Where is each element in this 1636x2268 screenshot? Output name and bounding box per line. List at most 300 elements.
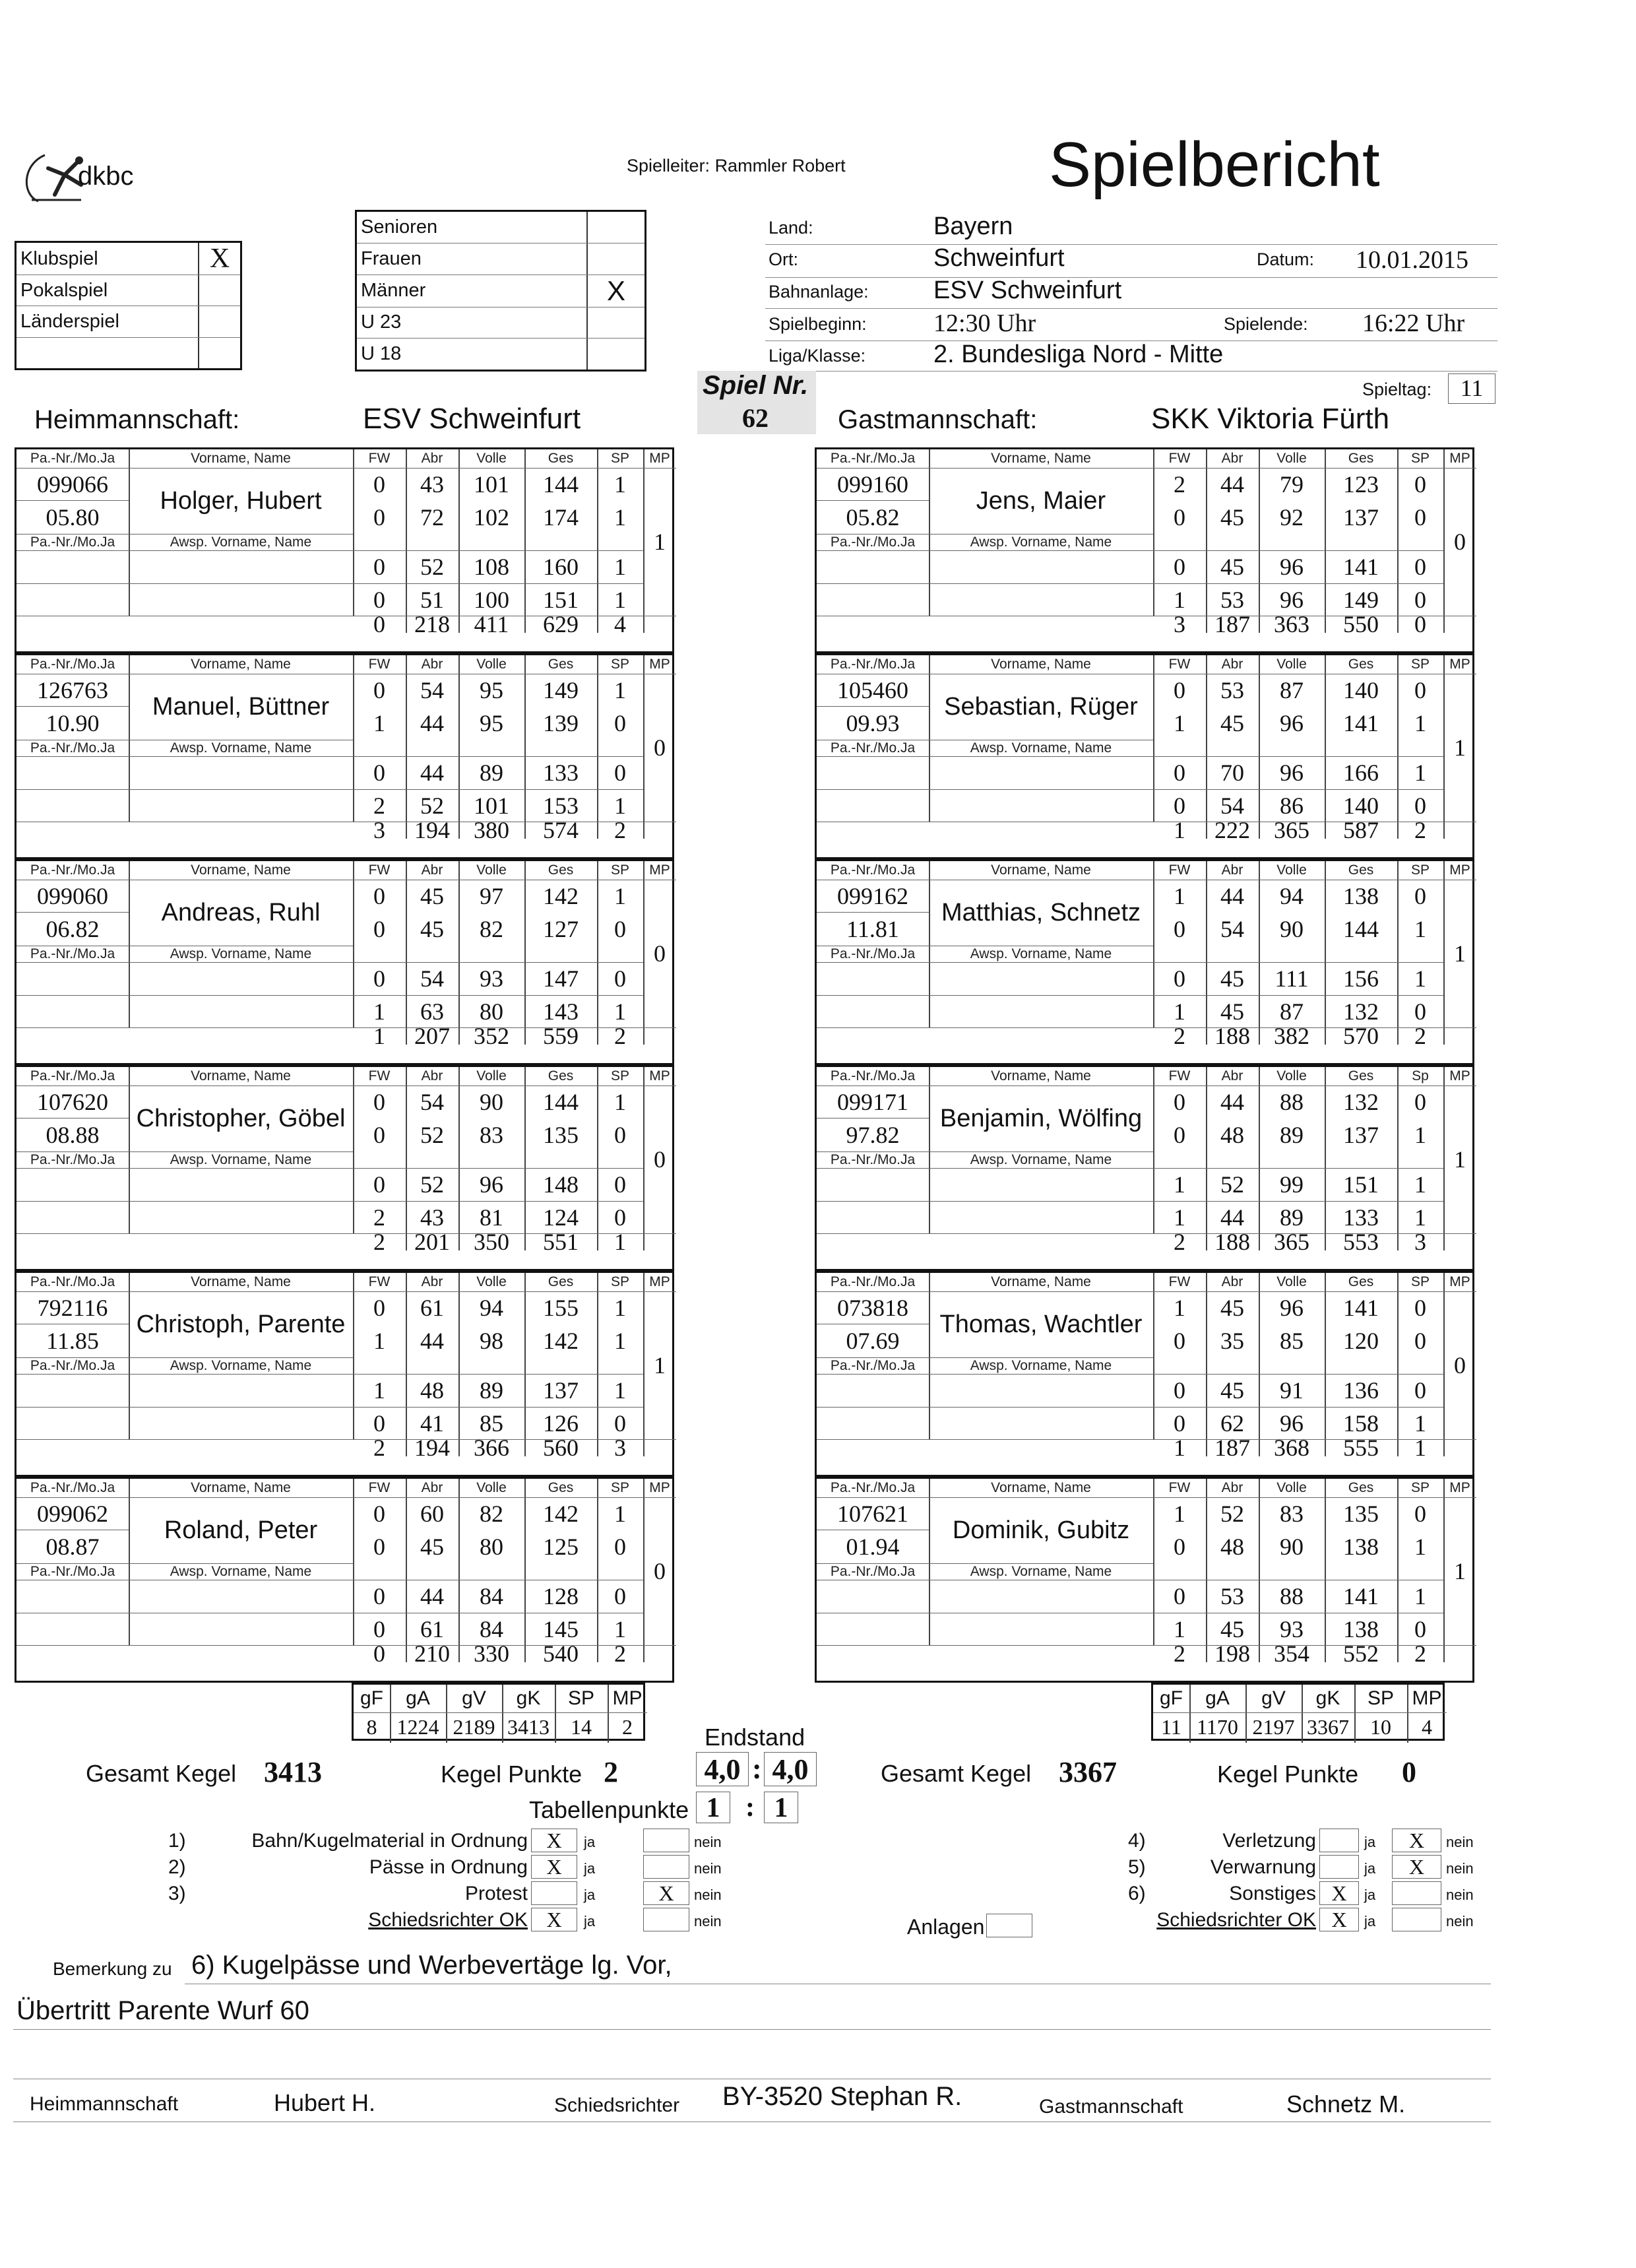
ersatz-header: Awsp. Vorname, Name — [170, 534, 312, 550]
score-cell: 0 — [1414, 1294, 1426, 1321]
category-row: Frauen — [357, 243, 645, 275]
score-cell: 0 — [373, 554, 385, 580]
score-cell: 52 — [420, 1121, 444, 1148]
ja-label: ja — [1364, 1887, 1376, 1903]
check-ja-box[interactable] — [1319, 1829, 1359, 1852]
score-cell: 0 — [1414, 1088, 1426, 1115]
total-cell: 3 — [614, 1439, 626, 1456]
totals-value: 2197 — [1252, 1714, 1295, 1739]
spiel-type-row: Pokalspiel — [16, 275, 240, 306]
pass-number: 073818 — [837, 1294, 908, 1321]
check-nein-box[interactable]: X — [643, 1881, 689, 1905]
total-cell: 0 — [373, 616, 385, 633]
score-cell: 45 — [1220, 1615, 1244, 1642]
score-cell: 0 — [373, 1615, 385, 1642]
endstand-colon: : — [752, 1753, 762, 1785]
mp-header: MP — [1449, 451, 1470, 466]
total-cell: 2 — [1174, 1645, 1185, 1662]
bemerkung-label: Bemerkung zu — [53, 1959, 172, 1979]
score-cell: 82 — [480, 1500, 503, 1527]
total-cell: 3 — [1174, 616, 1185, 633]
score-cell: 52 — [420, 1171, 444, 1198]
score-cell: 35 — [1220, 1327, 1244, 1354]
total-cell: 629 — [543, 616, 579, 633]
birth-year: 05.80 — [46, 503, 100, 531]
spielende-value: 16:22 Uhr — [1362, 309, 1465, 337]
score-cell: 44 — [1220, 882, 1244, 909]
abr-header: Abr — [421, 1274, 443, 1289]
check-nein-box[interactable]: X — [1392, 1829, 1441, 1852]
anlagen-label: Anlagen — [907, 1915, 985, 1939]
tabellen-label: Tabellenpunkte — [529, 1796, 689, 1823]
sp-header: SP — [610, 1480, 629, 1495]
mp-header: MP — [649, 451, 670, 466]
total-cell: 552 — [1343, 1645, 1379, 1662]
score-cell: 41 — [420, 1409, 444, 1437]
check-ja-box[interactable] — [1319, 1855, 1359, 1879]
score-cell: 120 — [1343, 1327, 1379, 1354]
score-cell: 84 — [480, 1583, 503, 1609]
score-cell: 94 — [480, 1294, 503, 1321]
sig-schiri: BY-3520 Stephan R. — [722, 2082, 962, 2111]
score-cell: 0 — [614, 1171, 626, 1198]
pass-header: Pa.-Nr./Mo.Ja — [830, 1151, 916, 1167]
ersatz-header: Awsp. Vorname, Name — [170, 1151, 312, 1167]
bahnanlage-value: ESV Schweinfurt — [933, 276, 1122, 304]
score-cell: 44 — [1220, 1088, 1244, 1115]
ges-header: Ges — [548, 451, 574, 466]
ges-header: Ges — [1348, 1068, 1374, 1084]
tab-colon: : — [745, 1792, 755, 1823]
mp-value: 1 — [1454, 1146, 1466, 1173]
ja-label: ja — [1364, 1860, 1376, 1877]
logo-text: dkbc — [78, 162, 134, 191]
totals-header: gA — [406, 1687, 430, 1709]
guest-player-block — [815, 1065, 1474, 1271]
total-cell: 2 — [614, 1027, 626, 1045]
score-cell: 140 — [1343, 792, 1379, 819]
spiel-type-row: Klubspiel X — [16, 243, 240, 275]
check-number: 6) — [1128, 1883, 1146, 1904]
category-row: U 23 — [357, 308, 645, 339]
category-row: Senioren — [357, 212, 645, 243]
birth-year: 10.90 — [46, 709, 100, 736]
tab-guest: 1 — [764, 1792, 798, 1823]
score-cell: 1 — [614, 676, 626, 703]
score-cell: 100 — [474, 586, 509, 613]
score-cell: 0 — [614, 1409, 626, 1437]
score-cell: 82 — [480, 915, 503, 942]
guest-player-block — [815, 447, 1474, 653]
birth-year: 11.85 — [46, 1327, 99, 1354]
totals-value: 1224 — [396, 1714, 439, 1739]
score-cell: 0 — [373, 1088, 385, 1115]
bemerkung-text: 6) Kugelpässe und Werbevertäge lg. Vor, — [191, 1951, 672, 1980]
ersatz-header: Awsp. Vorname, Name — [970, 1563, 1112, 1579]
name-header: Vorname, Name — [991, 451, 1091, 466]
score-cell: 1 — [614, 1294, 626, 1321]
total-cell: 1 — [614, 1233, 626, 1250]
pass-header: Pa.-Nr./Mo.Ja — [30, 862, 115, 878]
total-cell: 382 — [1274, 1027, 1309, 1045]
guest-player-block — [815, 859, 1474, 1065]
score-cell: 1 — [614, 503, 626, 531]
score-cell: 0 — [614, 760, 626, 786]
spielbeginn-label: Spielbeginn: — [769, 314, 867, 334]
volle-header: Volle — [476, 657, 507, 672]
score-cell: 160 — [543, 554, 579, 580]
ges-header: Ges — [1348, 862, 1374, 878]
total-cell: 2 — [1174, 1233, 1185, 1250]
pass-number: 792116 — [37, 1294, 108, 1321]
total-cell: 2 — [614, 822, 626, 839]
score-cell: 126 — [543, 1409, 579, 1437]
score-cell: 96 — [1280, 709, 1304, 736]
spiel-type-box — [15, 241, 242, 370]
total-cell: 210 — [414, 1645, 450, 1662]
volle-header: Volle — [476, 1480, 507, 1495]
pass-number: 099066 — [37, 470, 108, 498]
player-name: Manuel, Büttner — [152, 692, 330, 721]
totals-header: SP — [1367, 1687, 1395, 1709]
fw-header: FW — [1168, 1480, 1191, 1495]
home-totals-table — [352, 1683, 645, 1741]
nein-label: nein — [694, 1887, 722, 1903]
score-cell: 1 — [1174, 1294, 1185, 1321]
score-cell: 141 — [1343, 709, 1379, 736]
score-cell: 174 — [543, 503, 579, 531]
sp-header: SP — [1410, 657, 1430, 672]
pass-header: Pa.-Nr./Mo.Ja — [830, 534, 916, 550]
abr-header: Abr — [421, 657, 443, 672]
name-header: Vorname, Name — [191, 451, 291, 466]
land-line — [765, 244, 1497, 245]
abr-header: Abr — [1221, 1274, 1243, 1289]
total-cell: 330 — [474, 1645, 509, 1662]
mp-value: 1 — [1454, 940, 1466, 967]
score-cell: 1 — [1414, 1204, 1426, 1231]
total-cell: 194 — [414, 822, 450, 839]
volle-header: Volle — [476, 1068, 507, 1084]
mp-value: 0 — [654, 734, 666, 761]
spiel-nr-label: Spiel Nr. — [703, 371, 809, 400]
totals-value: 1170 — [1197, 1714, 1238, 1739]
sp-header: SP — [1410, 451, 1430, 466]
score-cell: 140 — [1343, 676, 1379, 703]
check-ja-box[interactable]: X — [1319, 1881, 1359, 1905]
score-cell: 0 — [373, 760, 385, 786]
score-cell: 98 — [480, 1327, 503, 1354]
score-cell: 45 — [1220, 709, 1244, 736]
check-nein-box[interactable] — [643, 1855, 689, 1879]
total-cell: 218 — [414, 616, 450, 633]
score-cell: 138 — [1343, 882, 1379, 909]
birth-year: 01.94 — [846, 1533, 900, 1560]
ges-header: Ges — [548, 1068, 574, 1084]
score-cell: 101 — [474, 470, 509, 498]
score-cell: 92 — [1280, 503, 1304, 531]
score-cell: 0 — [1414, 1377, 1426, 1404]
score-cell: 97 — [480, 882, 503, 909]
volle-header: Volle — [1276, 862, 1307, 878]
score-cell: 96 — [1280, 554, 1304, 580]
check-label: Schiedsrichter OK — [368, 1909, 528, 1931]
score-cell: 53 — [1220, 1583, 1244, 1609]
anlagen-box[interactable] — [986, 1914, 1032, 1937]
ja-label: ja — [584, 1860, 596, 1877]
check-ja-box[interactable] — [531, 1881, 577, 1905]
player-name: Matthias, Schnetz — [941, 898, 1141, 926]
ersatz-header: Awsp. Vorname, Name — [970, 534, 1112, 550]
score-cell: 166 — [1343, 760, 1379, 786]
nein-label: nein — [1446, 1860, 1474, 1877]
check-nein-box[interactable] — [643, 1908, 689, 1931]
score-cell: 1 — [1174, 1204, 1185, 1231]
pass-number: 107620 — [37, 1088, 108, 1115]
score-cell: 0 — [1174, 965, 1185, 992]
ort-label: Ort: — [769, 249, 798, 269]
pass-header: Pa.-Nr./Mo.Ja — [30, 657, 115, 672]
mp-value: 1 — [654, 1352, 666, 1378]
category-box — [355, 210, 646, 372]
mp-value: 0 — [654, 1558, 666, 1584]
check-label: Sonstiges — [1229, 1883, 1316, 1904]
mp-header: MP — [649, 657, 670, 672]
ja-label: ja — [1364, 1913, 1376, 1929]
pass-number: 099171 — [837, 1088, 908, 1115]
score-cell: 88 — [1280, 1088, 1304, 1115]
score-cell: 1 — [1414, 760, 1426, 786]
name-header: Vorname, Name — [191, 1274, 291, 1289]
score-cell: 0 — [1414, 792, 1426, 819]
score-cell: 133 — [543, 760, 579, 786]
ja-label: ja — [584, 1887, 596, 1903]
pass-header: Pa.-Nr./Mo.Ja — [830, 1563, 916, 1579]
score-cell: 83 — [1280, 1500, 1304, 1527]
home-player-block — [15, 859, 674, 1065]
player-name: Christopher, Göbel — [136, 1104, 346, 1132]
ersatz-header: Awsp. Vorname, Name — [970, 1357, 1112, 1373]
score-cell: 1 — [1174, 586, 1185, 613]
player-name: Roland, Peter — [164, 1516, 318, 1544]
score-cell: 111 — [1274, 965, 1309, 992]
mp-value: 1 — [1454, 1558, 1466, 1584]
score-cell: 156 — [1343, 965, 1379, 992]
score-cell: 0 — [614, 1583, 626, 1609]
volle-header: Volle — [1276, 1274, 1307, 1289]
score-cell: 101 — [474, 792, 509, 819]
abr-header: Abr — [421, 1068, 443, 1084]
score-cell: 60 — [420, 1500, 444, 1527]
score-cell: 45 — [1220, 503, 1244, 531]
total-cell: 0 — [1414, 616, 1426, 633]
total-cell: 2 — [373, 1439, 385, 1456]
score-cell: 141 — [1343, 1583, 1379, 1609]
check-ja-box[interactable]: X — [531, 1855, 577, 1879]
score-cell: 90 — [1280, 915, 1304, 942]
score-cell: 137 — [543, 1377, 579, 1404]
score-cell: 0 — [373, 1171, 385, 1198]
score-cell: 0 — [1174, 1409, 1185, 1437]
score-cell: 52 — [1220, 1500, 1244, 1527]
total-cell: 555 — [1343, 1439, 1379, 1456]
score-cell: 1 — [373, 1327, 385, 1354]
score-cell: 137 — [1343, 1121, 1379, 1148]
endstand-home: 4,0 — [696, 1752, 749, 1786]
check-nein-box[interactable] — [643, 1829, 689, 1852]
score-cell: 0 — [373, 1500, 385, 1527]
score-cell: 1 — [1414, 1409, 1426, 1437]
pass-header: Pa.-Nr./Mo.Ja — [830, 1480, 916, 1495]
player-name: Thomas, Wachtler — [939, 1310, 1143, 1338]
category-row: Männer X — [357, 275, 645, 308]
mp-header: MP — [1449, 862, 1470, 878]
ja-label: ja — [1364, 1834, 1376, 1850]
score-cell: 0 — [373, 1533, 385, 1560]
check-nein-box[interactable] — [1392, 1881, 1441, 1905]
nein-label: nein — [1446, 1887, 1474, 1903]
score-cell: 1 — [1174, 1500, 1185, 1527]
spielleiter: Spielleiter: Rammler Robert — [627, 156, 846, 176]
check-ja-box[interactable]: X — [1319, 1908, 1359, 1931]
fw-header: FW — [1168, 1068, 1191, 1084]
pass-number: 099162 — [837, 882, 908, 909]
score-cell: 132 — [1343, 998, 1379, 1025]
pass-header: Pa.-Nr./Mo.Ja — [30, 1274, 115, 1289]
pass-header: Pa.-Nr./Mo.Ja — [830, 657, 916, 672]
liga-value: 2. Bundesliga Nord - Mitte — [933, 340, 1224, 368]
fw-header: FW — [1168, 1274, 1191, 1289]
score-cell: 44 — [420, 760, 444, 786]
score-cell: 45 — [1220, 965, 1244, 992]
score-cell: 1 — [614, 586, 626, 613]
score-cell: 0 — [1174, 792, 1185, 819]
datum-value: 10.01.2015 — [1356, 246, 1468, 274]
score-cell: 44 — [1220, 1204, 1244, 1231]
score-cell: 153 — [543, 792, 579, 819]
name-header: Vorname, Name — [991, 862, 1091, 878]
check-nein-box[interactable]: X — [1392, 1855, 1441, 1879]
totals-value: 4 — [1422, 1714, 1432, 1739]
score-cell: 52 — [420, 792, 444, 819]
check-label: Protest — [464, 1883, 528, 1904]
score-cell: 144 — [543, 1088, 579, 1115]
sp-header: SP — [610, 1274, 629, 1289]
score-cell: 45 — [1220, 1377, 1244, 1404]
total-cell: 3 — [373, 822, 385, 839]
score-cell: 1 — [1414, 1583, 1426, 1609]
score-cell: 1 — [1174, 709, 1185, 736]
score-cell: 95 — [480, 676, 503, 703]
total-cell: 553 — [1343, 1233, 1379, 1250]
score-cell: 132 — [1343, 1088, 1379, 1115]
score-cell: 151 — [543, 586, 579, 613]
ges-header: Ges — [1348, 1274, 1374, 1289]
fw-header: FW — [1168, 862, 1191, 878]
ges-header: Ges — [548, 862, 574, 878]
check-nein-box[interactable] — [1392, 1908, 1441, 1931]
sp-header: SP — [1410, 862, 1430, 878]
score-cell: 89 — [480, 1377, 503, 1404]
score-cell: 48 — [1220, 1121, 1244, 1148]
home-player-block — [15, 1271, 674, 1477]
score-cell: 45 — [1220, 1294, 1244, 1321]
check-ja-box[interactable]: X — [531, 1908, 577, 1931]
score-cell: 0 — [1174, 1583, 1185, 1609]
score-cell: 86 — [1280, 792, 1304, 819]
guest-player-block — [815, 653, 1474, 859]
score-cell: 0 — [373, 915, 385, 942]
pass-number: 126763 — [37, 676, 108, 703]
score-cell: 1 — [614, 882, 626, 909]
heim-label: Heimmannschaft: — [34, 405, 240, 434]
score-cell: 80 — [480, 998, 503, 1025]
score-cell: 142 — [543, 882, 579, 909]
score-cell: 45 — [1220, 998, 1244, 1025]
check-label: Pässe in Ordnung — [369, 1856, 528, 1878]
score-cell: 1 — [373, 1377, 385, 1404]
total-cell: 380 — [474, 822, 509, 839]
score-cell: 0 — [373, 676, 385, 703]
score-cell: 87 — [1280, 676, 1304, 703]
birth-year: 07.69 — [846, 1327, 900, 1354]
birth-year: 11.81 — [846, 915, 899, 942]
check-ja-box[interactable]: X — [531, 1829, 577, 1852]
fw-header: FW — [368, 657, 391, 672]
pass-header: Pa.-Nr./Mo.Ja — [830, 451, 916, 466]
home-player-block — [15, 653, 674, 859]
tab-home: 1 — [696, 1792, 730, 1823]
score-cell: 128 — [543, 1583, 579, 1609]
guest-kp-value: 0 — [1402, 1756, 1416, 1788]
nein-label: nein — [694, 1834, 722, 1850]
pass-number: 105460 — [837, 676, 908, 703]
ersatz-header: Awsp. Vorname, Name — [170, 1563, 312, 1579]
score-cell: 87 — [1280, 998, 1304, 1025]
mp-header: MP — [649, 1480, 670, 1495]
total-cell: 222 — [1214, 822, 1250, 839]
fw-header: FW — [368, 862, 391, 878]
pass-header: Pa.-Nr./Mo.Ja — [30, 451, 115, 466]
score-cell: 1 — [1414, 915, 1426, 942]
score-cell: 45 — [420, 1533, 444, 1560]
total-cell: 187 — [1214, 616, 1250, 633]
land-value: Bayern — [933, 212, 1013, 240]
score-cell: 0 — [1174, 554, 1185, 580]
ges-header: Ges — [1348, 1480, 1374, 1495]
score-cell: 1 — [1414, 965, 1426, 992]
score-cell: 1 — [614, 792, 626, 819]
check-label: Verletzung — [1222, 1830, 1316, 1852]
score-cell: 1 — [614, 1615, 626, 1642]
score-cell: 142 — [543, 1327, 579, 1354]
score-cell: 54 — [420, 965, 444, 992]
score-cell: 51 — [420, 586, 444, 613]
check-number: 2) — [168, 1856, 186, 1878]
score-cell: 54 — [1220, 792, 1244, 819]
score-cell: 137 — [1343, 503, 1379, 531]
score-cell: 0 — [1174, 760, 1185, 786]
score-cell: 0 — [614, 709, 626, 736]
guest-totals-table — [1151, 1683, 1445, 1741]
abr-header: Abr — [1221, 862, 1243, 878]
score-cell: 0 — [1174, 1533, 1185, 1560]
score-cell: 52 — [420, 554, 444, 580]
score-cell: 1 — [373, 709, 385, 736]
total-cell: 551 — [543, 1233, 579, 1250]
sp-header: SP — [610, 451, 629, 466]
player-name: Andreas, Ruhl — [161, 898, 321, 926]
